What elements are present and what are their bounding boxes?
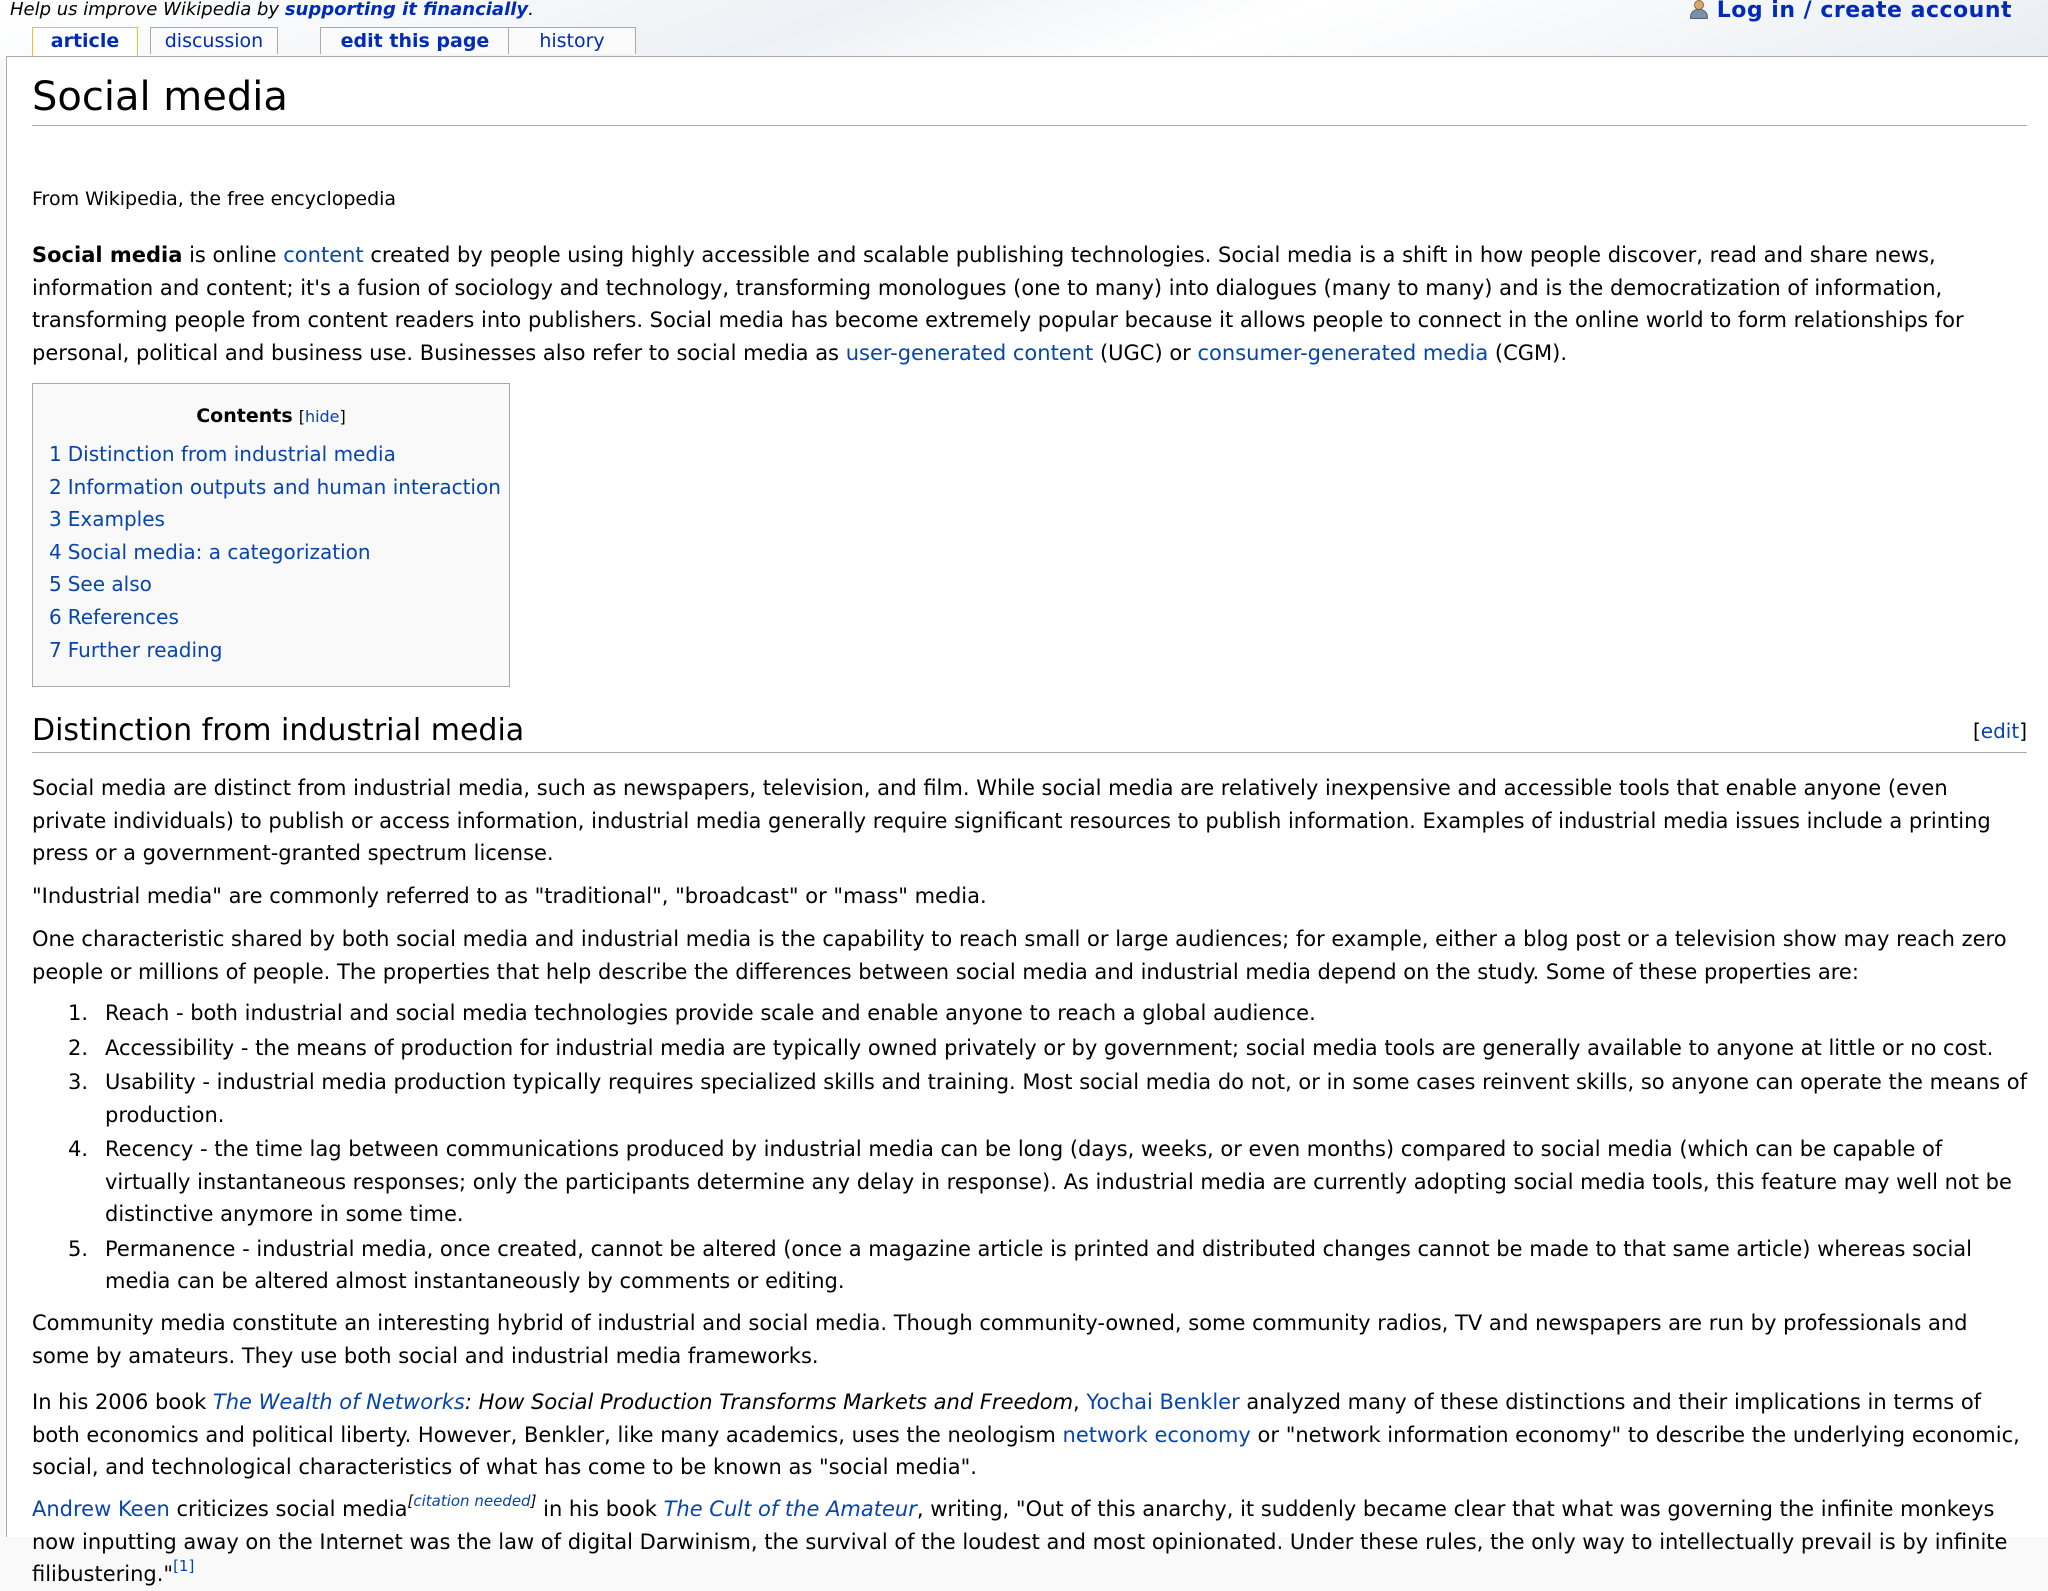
- toc-hide-bracket: [hide]: [298, 407, 346, 426]
- user-generated-content-link[interactable]: user-generated content: [845, 340, 1094, 365]
- toc-item[interactable]: 3 Examples: [49, 507, 165, 532]
- paragraph: "Industrial media" are commonly referred to as "traditional", "broadcast" or "mass" media.: [32, 884, 987, 908]
- book-subtitle: : How Social Production Transforms Markets and Freedom: [464, 1390, 1074, 1414]
- section-edit: [edit]: [1972, 719, 2027, 743]
- tab-discussion[interactable]: discussion: [150, 27, 278, 54]
- section-heading: [32, 710, 2027, 753]
- paragraph: Andrew Keen criticizes social media[citation needed] in his book The Cult of the Amateur, writing, "Out of this anarchy, it suddenly became clear that what was governing the infinite monkeys now inputting away on the Internet was the law of digital Darwinism, the survival of the loudest and most opinionated. Under these rules, the only way to intellectually prevail is by infinite filibustering."[1]: [32, 1492, 2008, 1586]
- toc-item[interactable]: 1 Distinction from industrial media: [49, 442, 396, 466]
- personal-tools: [1689, 0, 2012, 22]
- toc-item[interactable]: 6 References: [49, 604, 179, 629]
- yochai-benkler-link[interactable]: Yochai Benkler: [1086, 1390, 1240, 1414]
- donate-link[interactable]: supporting it financially: [284, 0, 529, 20]
- intro-paragraph: [32, 239, 2022, 369]
- paragraph: One characteristic shared by both social media and industrial media is the capability to reach small or large audiences; for example, either a blog post or a television show may reach zero people or millions of people. The properties that help describe the differences between social media and industrial media depend on the study. Some of these properties are:: [32, 927, 2007, 984]
- toc-heading: Contents: [196, 405, 293, 427]
- consumer-generated-media-link[interactable]: consumer-generated media: [1197, 340, 1489, 365]
- paragraph: Community media constitute an interesting hybrid of industrial and social media. Though community-owned, some community radios, TV and newspapers are run by professionals and some by amateurs. They use both social and industrial media frameworks.: [32, 1311, 1968, 1368]
- site-subtitle: From Wikipedia, the free encyclopedia: [32, 188, 397, 210]
- content-area: [6, 56, 2048, 1586]
- properties-list: [32, 997, 2032, 1300]
- top-bar: [0, 0, 2048, 58]
- intro-text: (UGC) or: [1093, 340, 1198, 365]
- cult-of-amateur-link[interactable]: The Cult of the Amateur: [663, 1497, 917, 1521]
- list-item: 1. Reach - both industrial and social media technologies provide scale and enable anyone to reach a global audience.: [68, 1001, 1316, 1025]
- content-link[interactable]: content: [283, 243, 364, 267]
- user-icon: [1689, 0, 1707, 18]
- toc-item[interactable]: 7 Further reading: [49, 637, 223, 662]
- section-edit-link[interactable]: edit: [1980, 719, 2020, 743]
- site-notice: [10, 0, 534, 20]
- intro-bold-term: Social media: [32, 243, 183, 267]
- tab-edit[interactable]: edit this page: [320, 27, 510, 54]
- intro-text: is online: [182, 243, 284, 267]
- toc-list: [49, 438, 501, 666]
- tab-article[interactable]: article: [32, 27, 138, 56]
- toc-item[interactable]: 4 Social media: a categorization: [49, 539, 371, 564]
- page-title: Social media: [32, 73, 2027, 126]
- wealth-of-networks-link[interactable]: The Wealth of Networks: [212, 1390, 465, 1414]
- section-heading-text: Distinction from industrial media: [32, 713, 525, 748]
- table-of-contents: [32, 383, 510, 687]
- citation-needed-link[interactable]: citation needed: [413, 1492, 531, 1510]
- toc-item[interactable]: 2 Information outputs and human interaction: [49, 474, 501, 499]
- toc-title: [33, 404, 509, 429]
- andrew-keen-link[interactable]: Andrew Keen: [32, 1497, 170, 1521]
- site-notice-suffix: .: [528, 0, 534, 20]
- network-economy-link[interactable]: network economy: [1062, 1422, 1251, 1447]
- paragraph: Social media are distinct from industrial media, such as newspapers, television, and film. While social media are relatively inexpensive and accessible tools that enable anyone (even private individuals) to publish or access information, industrial media generally require significant resources to publish information. Examples of industrial media issues include a printing press or a government-granted spectrum license.: [32, 776, 1991, 865]
- toc-item[interactable]: 5 See also: [49, 572, 152, 597]
- paragraph: In his 2006 book The Wealth of Networks: How Social Production Transforms Markets and Freedom, Yochai Benkler analyzed many of these distinctions and their implications in terms of both economics and political liberty. However, Benkler, like many academics, uses the neologism network economy or "network information economy" to describe the underlying economic, social, and technological characteristics of what has come to be known as "social media".: [32, 1390, 2020, 1479]
- reference-1[interactable]: [1]: [173, 1557, 195, 1575]
- tab-history[interactable]: history: [508, 27, 636, 54]
- toc-hide-link[interactable]: hide: [304, 407, 340, 426]
- list-item: 2. Accessibility - the means of production for industrial media are typically owned privately or by government; social media tools are generally available to anyone at little or no cost.: [68, 1035, 1994, 1060]
- site-notice-text: Help us improve Wikipedia by: [10, 0, 280, 20]
- list-item: 4. Recency - the time lag between communications produced by industrial media can be long (days, weeks, or even months) compared to social media (which can be capable of virtually instantaneous responses; only the participants determine any delay in response). As industrial media are currently adopting social media tools, this feature may well not be distinctive anymore in some time.: [68, 1137, 2012, 1226]
- intro-text: created by people using highly accessible and scalable publishing technologies. Social media is a shift in how people discover, read and share news, information and content; it's a fusion of sociology and technology, transforming monologues (one to many) into dialogues (many to many) and is the democratization of information, transforming people from content readers into publishers. Social media has become extremely popular because it allows people to connect in the online world to form relationships for personal, political and business use. Businesses also refer to social media as: [32, 243, 1964, 365]
- intro-text: (CGM).: [1488, 340, 1568, 365]
- list-item: 5. Permanence - industrial media, once created, cannot be altered (once a magazine article is printed and distributed changes cannot be made to that same article) whereas social media can be altered almost instantaneously by comments or editing.: [68, 1236, 1973, 1293]
- list-item: 3. Usability - industrial media production typically requires specialized skills and training. Most social media do not, or in some cases reinvent skills, so anyone can operate the means of production.: [68, 1070, 2028, 1127]
- login-link[interactable]: Log in / create account: [1716, 0, 2012, 23]
- citation-needed: [citation needed]: [407, 1492, 537, 1510]
